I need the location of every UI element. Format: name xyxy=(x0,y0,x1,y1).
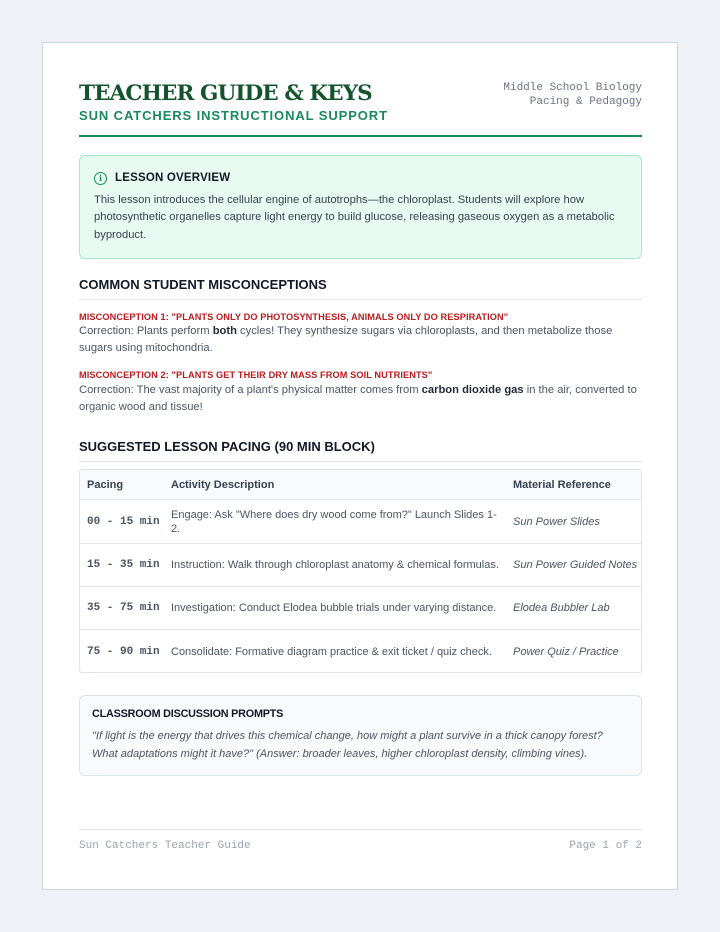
misconception-2-text-bold: carbon dioxide gas xyxy=(421,384,524,396)
page-header xyxy=(79,79,642,137)
discussion-prompts-box xyxy=(79,695,642,776)
document-page xyxy=(42,42,678,890)
page-title: TEACHER GUIDE & KEYS xyxy=(79,81,372,106)
footer-divider xyxy=(79,829,642,830)
meta-course: Middle School Biology xyxy=(503,82,642,94)
material-reference: Sun Power Slides xyxy=(513,515,600,528)
activity-description: Engage: Ask "Where does dry wood come from?" Launch Slides 1-2. xyxy=(171,508,497,535)
misconception-2-text-pre: Correction: The vast majority of a plant's physical matter comes from xyxy=(79,384,422,396)
table-row xyxy=(80,587,641,630)
column-header-pacing: Pacing xyxy=(87,478,124,491)
prompts-title: CLASSROOM DISCUSSION PROMPTS xyxy=(92,708,284,720)
footer-doc-title: Sun Catchers Teacher Guide xyxy=(79,840,251,852)
overview-title: LESSON OVERVIEW xyxy=(115,172,231,184)
column-header-material: Material Reference xyxy=(513,478,611,491)
misconception-1-text-post: cycles! They synthesize sugars via chloroplasts, and then metabolize those sugars using mitochondria. xyxy=(79,325,613,355)
pacing-time: 35 - 75 min xyxy=(87,602,160,614)
material-reference: Power Quiz / Practice xyxy=(513,645,619,658)
lesson-overview-box xyxy=(79,155,642,259)
column-header-activity: Activity Description xyxy=(171,478,275,491)
header-meta xyxy=(503,81,642,109)
activity-description: Instruction: Walk through chloroplast anatomy & chemical formulas. xyxy=(171,559,499,571)
misconception-1-text-pre: Correction: Plants perform xyxy=(79,325,213,337)
pacing-time: 15 - 35 min xyxy=(87,559,160,571)
pacing-heading: SUGGESTED LESSON PACING (90 MIN BLOCK) xyxy=(79,438,642,462)
misconception-2-correction xyxy=(79,382,642,417)
activity-description: Consolidate: Formative diagram practice & exit ticket / quiz check. xyxy=(171,645,492,658)
pacing-time: 75 - 90 min xyxy=(87,645,160,658)
table-header-row xyxy=(80,470,641,500)
misconception-2-label: MISCONCEPTION 2: "PLANTS GET THEIR DRY MASS FROM SOIL NUTRIENTS" xyxy=(79,370,433,380)
prompts-text: "If light is the energy that drives this chemical change, how might a plant survive in a thick canopy forest? What adaptations might it have?" (Answer: broader leaves, higher chloroplast density, climbing vines). xyxy=(92,730,603,760)
meta-topic: Pacing & Pedagogy xyxy=(529,96,642,108)
misconception-1-label: MISCONCEPTION 1: "PLANTS ONLY DO PHOTOSYNTHESIS, ANIMALS ONLY DO RESPIRATION" xyxy=(79,312,509,322)
pacing-table xyxy=(79,469,642,673)
table-row xyxy=(80,500,641,544)
page-subtitle: SUN CATCHERS INSTRUCTIONAL SUPPORT xyxy=(79,108,388,123)
footer-page-number: Page 1 of 2 xyxy=(569,840,642,852)
misconception-1-correction xyxy=(79,323,642,358)
pacing-time: 00 - 15 min xyxy=(87,515,160,528)
misconception-1-text-bold: both xyxy=(212,325,237,337)
info-icon: i xyxy=(94,172,107,185)
table-row xyxy=(80,630,641,673)
misconception-2-text-post: in the air, converted to organic wood and tissue! xyxy=(79,384,637,414)
activity-description: Investigation: Conduct Elodea bubble trials under varying distance. xyxy=(171,602,497,614)
material-reference: Elodea Bubbler Lab xyxy=(513,602,610,614)
material-reference: Sun Power Guided Notes xyxy=(513,559,638,571)
misconceptions-heading: COMMON STUDENT MISCONCEPTIONS xyxy=(79,276,642,300)
table-row xyxy=(80,544,641,587)
overview-header xyxy=(94,170,230,186)
overview-text: This lesson introduces the cellular engine of autotrophs—the chloroplast. Students will explore how photosynthetic organelles capture light energy to build glucose, releasing gaseous oxygen as a metabolic byproduct. xyxy=(94,194,615,241)
